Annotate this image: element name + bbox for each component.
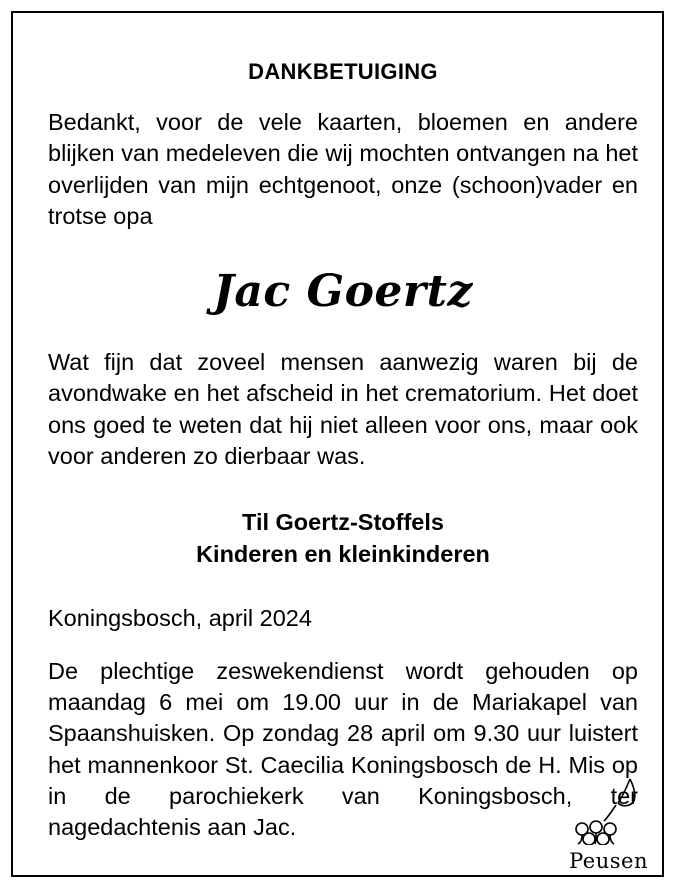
body-paragraph: Wat fijn dat zoveel mensen aanwezig waren bij de avondwake en het afscheid in het crematorium. Het doet ons goed te weten dat hij niet alleen voor ons, maar ook voor anderen zo dierbaar was. [48,349,638,469]
signature-block [48,506,638,571]
service-paragraph: De plechtige zeswekendienst wordt gehouden op maandag 6 mei om 19.00 uur in de Mariakapel van Spaanshuisken. Op zondag 28 april om 9.30 uur luistert het mannenkoor St. Caecilia Koningsbosch de H. Mis op in de parochiekerk van Koningsbosch, ter nagedachtenis aan Jac. [48,657,638,841]
place-and-date: Koningsbosch, april 2024 [48,604,312,631]
publisher-logo [534,777,654,873]
publisher-name: Peusen [569,849,648,873]
page-title: DANKBETUIGING [248,59,438,84]
card-content [48,41,638,843]
memorial-card [11,11,664,877]
flower-sprig-icon [570,777,646,845]
signature-line-primary: Til Goertz-Stoffels [242,509,444,535]
opening-paragraph: Bedankt, voor de vele kaarten, bloemen en andere blijken van medeleven die wij mochten ontvangen na het overlijden van mijn echtgenoot, onze (schoon)vader en trotse opa [48,109,638,229]
deceased-name: Jac Goertz [213,266,473,317]
signature-line-secondary: Kinderen en kleinkinderen [196,541,490,568]
